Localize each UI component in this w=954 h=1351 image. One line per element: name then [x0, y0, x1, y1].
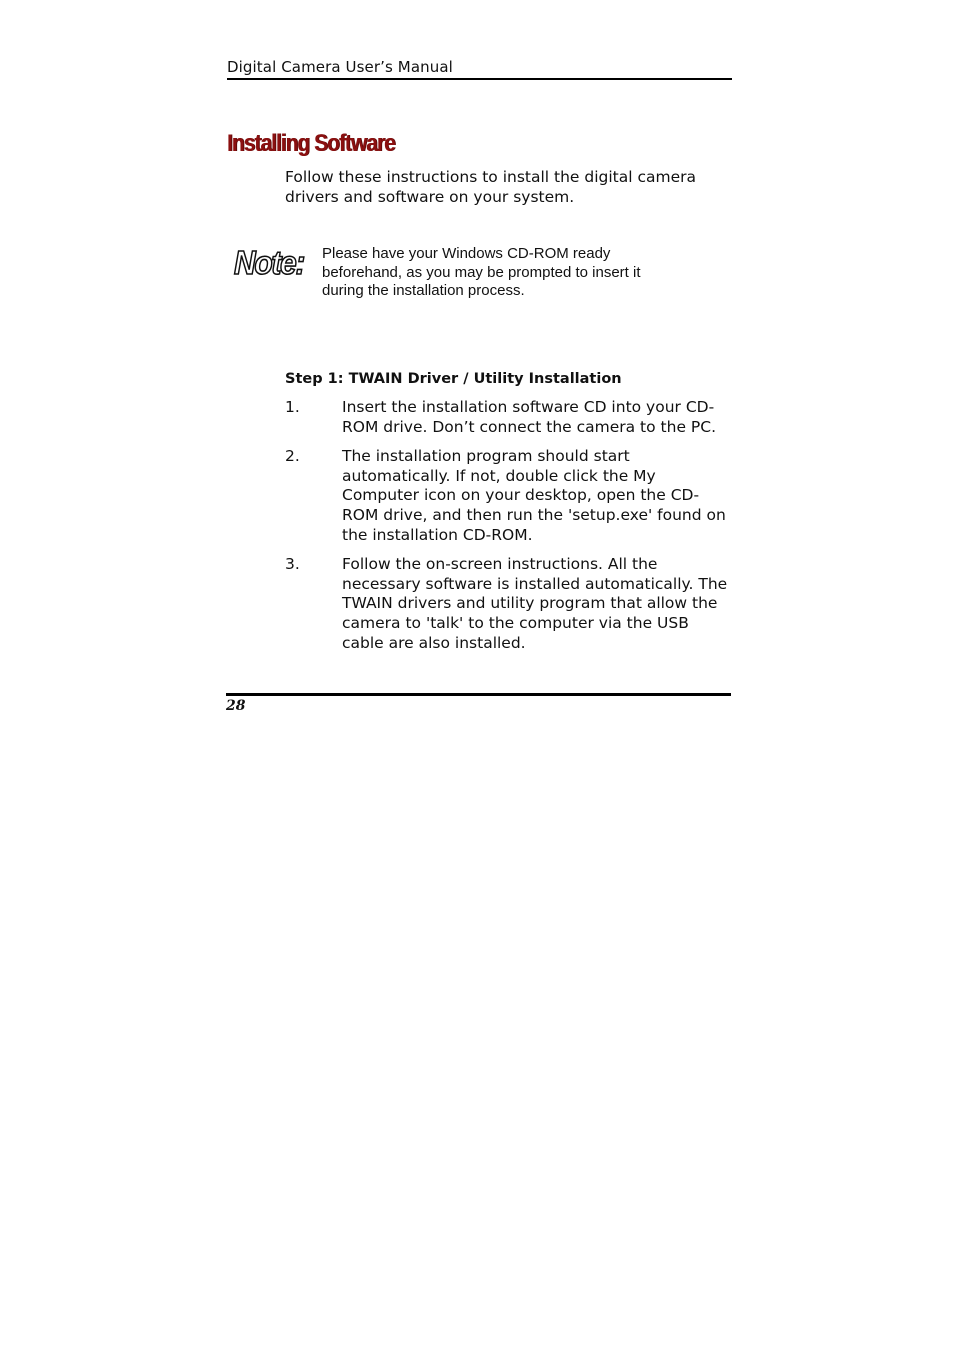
running-header — [227, 57, 732, 80]
note-text: Please have your Windows CD-ROM ready beforehand, as you may be prompted to insert it during the installation process. — [322, 245, 641, 300]
intro-paragraph: Follow these instructions to install the digital camera drivers and software on your system. — [285, 168, 697, 206]
step-heading: Step 1: TWAIN Driver / Utility Installation — [285, 371, 622, 387]
section-title: Installing Software — [227, 130, 395, 157]
running-header-title: Digital Camera User’s Manual — [227, 58, 453, 76]
step-list — [285, 398, 735, 663]
list-item — [285, 447, 735, 546]
list-item-number: 1. — [285, 398, 300, 416]
footer-rule — [226, 693, 731, 696]
list-item-number: 2. — [285, 446, 300, 465]
list-item — [285, 555, 735, 654]
list-item — [285, 398, 735, 437]
list-item-text: Insert the installation software CD into your CD-ROM drive. Don’t connect the camera to the PC. — [342, 398, 717, 436]
note-icon-label: Note: — [234, 244, 305, 281]
note-icon — [232, 242, 306, 282]
page-number: 28 — [226, 698, 246, 714]
list-item-text: The installation program should start automatically. If not, double click the My Computer icon on your desktop, open the CD-ROM drive, and then run the 'setup.exe' found on the installation CD-ROM. — [342, 446, 726, 544]
list-item-text: Follow the on-screen instructions. All the necessary software is installed automatically. The TWAIN drivers and utility program that allow the camera to 'talk' to the computer via the USB cable are also installed. — [342, 554, 728, 652]
list-item-number: 3. — [285, 554, 300, 573]
